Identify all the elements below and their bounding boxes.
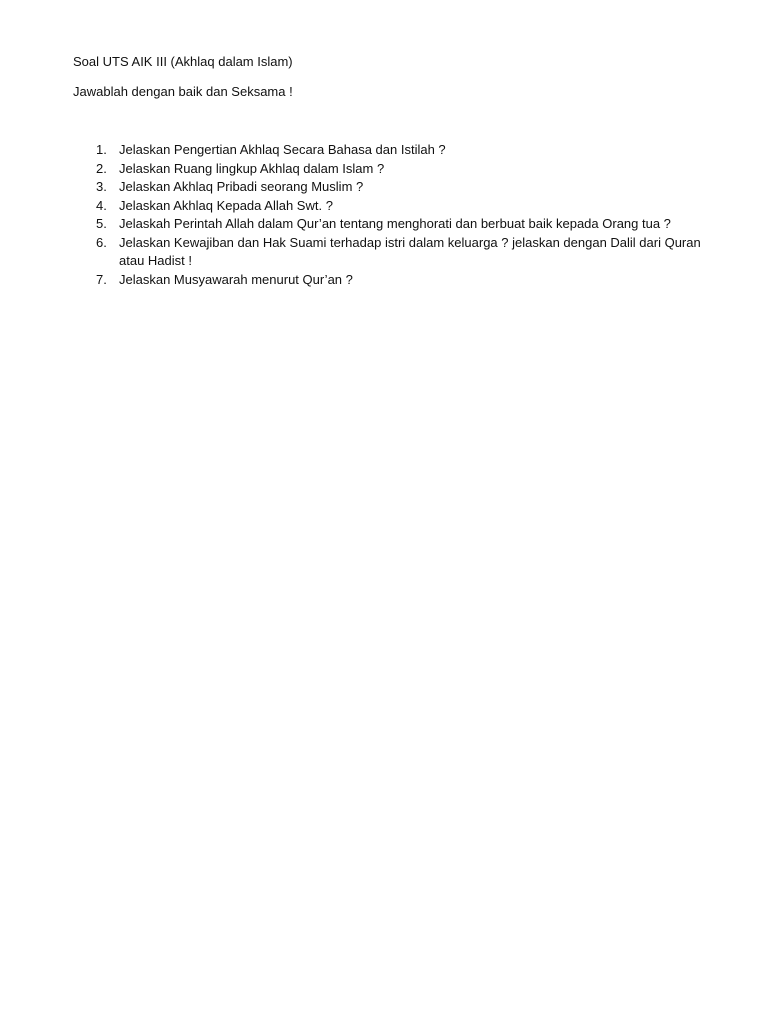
question-item xyxy=(96,234,706,271)
question-text: Jelaskan Kewajiban dan Hak Suami terhadap istri dalam keluarga ? jelaskan dengan Dalil dari Quran atau Hadist ! xyxy=(119,234,701,268)
question-number: 3. xyxy=(96,179,107,194)
question-text: Jelaskah Perintah Allah dalam Qur’an tentang menghorati dan berbuat baik kepada Orang tua ? xyxy=(119,216,671,231)
question-text: Jelaskan Musyawarah menurut Qur’an ? xyxy=(119,271,353,287)
question-item xyxy=(96,178,706,197)
question-item xyxy=(96,271,706,290)
question-number: 4. xyxy=(96,197,107,213)
question-list xyxy=(96,141,706,289)
question-number: 6. xyxy=(96,234,107,250)
question-text: Jelaskan Ruang lingkup Akhlaq dalam Islam ? xyxy=(119,160,385,176)
question-text: Jelaskan Pengertian Akhlaq Secara Bahasa dan Istilah ? xyxy=(119,142,446,157)
question-text: Jelaskan Akhlaq Kepada Allah Swt. ? xyxy=(119,197,333,213)
question-item xyxy=(96,197,706,216)
question-number: 7. xyxy=(96,271,107,287)
question-item xyxy=(96,160,706,179)
document-title: Soal UTS AIK III (Akhlaq dalam Islam) xyxy=(73,54,293,69)
question-number: 1. xyxy=(96,142,107,157)
instruction-text: Jawablah dengan baik dan Seksama ! xyxy=(73,84,293,99)
question-number: 5. xyxy=(96,216,107,231)
question-item xyxy=(96,215,706,234)
question-text: Jelaskan Akhlaq Pribadi seorang Muslim ? xyxy=(119,179,364,194)
question-number: 2. xyxy=(96,160,107,176)
question-item xyxy=(96,141,706,160)
